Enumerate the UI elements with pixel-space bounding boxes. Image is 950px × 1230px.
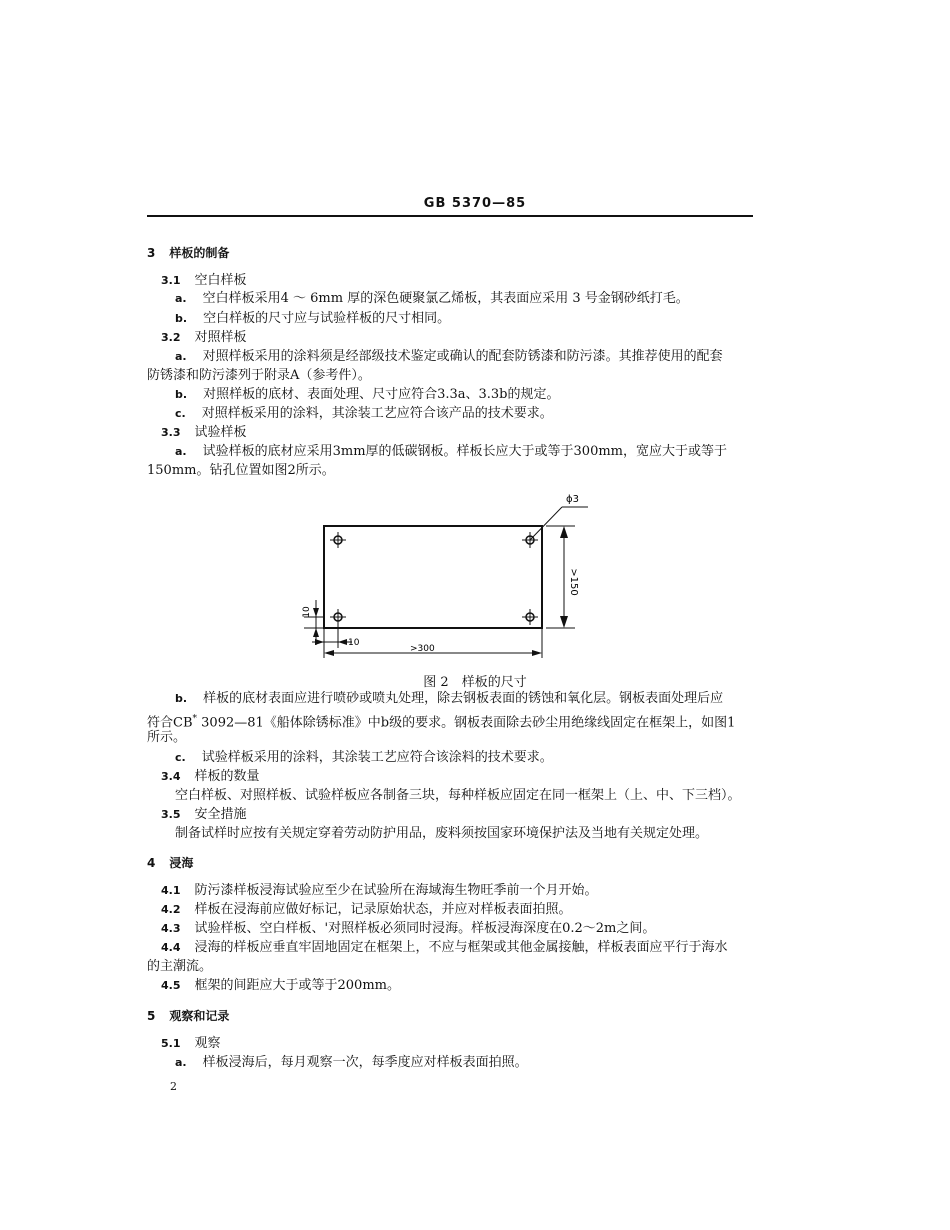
arrowhead — [313, 608, 319, 617]
item-4-4-continued: 的主潮流。 — [147, 959, 213, 974]
standard-ref-text: 3092—81《船体除锈标准》中b级的要求。钢板表面除去砂尘用绝缘线固定在框架上，如图1 — [197, 715, 736, 731]
subsection-3-2 — [161, 330, 247, 346]
item-text: 试验样板、空白样板、'对照样板必须同时浸海。样板浸海深度在0.2～2m之间。 — [194, 921, 656, 936]
subsection-title: 样板的数量 — [194, 769, 260, 784]
item-4-3 — [161, 921, 655, 937]
footnote-mark: * — [192, 714, 198, 724]
item-label: b. — [175, 388, 188, 401]
hole-leader-line — [530, 507, 562, 540]
item-label: b. — [175, 312, 188, 325]
drill-hole — [330, 532, 346, 548]
subsection-3-3 — [161, 425, 247, 441]
item-label: b. — [175, 692, 188, 705]
item-3-4-text: 空白样板、对照样板、试验样板应各制备三块，每种样板应固定在同一框架上（上、中、下三档）。 — [175, 788, 741, 803]
item-3-2-b — [175, 387, 559, 403]
item-4-1 — [161, 883, 598, 899]
subsection-number: 3.3 — [161, 426, 181, 439]
subsection-title: 观察 — [194, 1036, 221, 1051]
item-label: a. — [175, 445, 187, 458]
item-3-5-text: 制备试样时应按有关规定穿着劳动防护用品，废料须按国家环境保护法及当地有关规定处理。 — [175, 826, 709, 841]
offset-h-label: 10 — [348, 638, 360, 648]
arrowhead — [338, 639, 347, 645]
item-3-2-a — [175, 349, 723, 365]
item-text: 对照样板的底材、表面处理、尺寸应符合3.3a、3.3b的规定。 — [203, 387, 560, 402]
section-title: 浸海 — [169, 856, 194, 870]
subsection-3-5 — [161, 807, 247, 823]
item-3-3-a — [175, 444, 727, 460]
item-label: c. — [175, 751, 186, 764]
width-dimension-label: >300 — [410, 644, 435, 654]
section-title: 观察和记录 — [169, 1009, 230, 1023]
section-5-heading — [147, 1008, 229, 1024]
item-text: 试验样板采用的涂料，其涂装工艺应符合该涂料的技术要求。 — [201, 750, 553, 765]
item-3-3-b-continued-2: 所示。 — [147, 730, 187, 745]
page-number: 2 — [170, 1080, 177, 1093]
item-3-2-a-continued: 防锈漆和防污漆列于附录A（参考件）。 — [147, 368, 371, 383]
item-label: c. — [175, 407, 186, 420]
header-rule — [147, 215, 753, 217]
subsection-number: 3.4 — [161, 770, 181, 783]
subsection-title: 安全措施 — [194, 807, 247, 822]
item-number: 4.1 — [161, 884, 181, 897]
item-4-4 — [161, 940, 728, 956]
item-number: 4.5 — [161, 979, 181, 992]
arrowhead — [315, 639, 324, 645]
item-label: a. — [175, 1056, 187, 1069]
item-3-3-c — [175, 750, 553, 766]
section-number: 5 — [147, 1009, 156, 1023]
item-text: 样板在浸海前应做好标记，记录原始状态，并应对样板表面拍照。 — [194, 902, 572, 917]
item-label: a. — [175, 350, 187, 363]
section-3-heading — [147, 245, 229, 261]
item-3-1-b — [175, 311, 450, 327]
arrowhead — [324, 650, 334, 656]
offset-v-label: 10 — [302, 606, 312, 618]
item-text: 样板浸海后，每月观察一次，每季度应对样板表面拍照。 — [202, 1055, 528, 1070]
item-3-3-b — [175, 691, 723, 707]
subsection-number: 3.2 — [161, 331, 181, 344]
item-text: 框架的间距应大于或等于200mm。 — [194, 978, 400, 993]
item-text: 试验样板的底材应采用3mm厚的低碳钢板。样板长应大于或等于300mm，宽应大于或等于 — [202, 444, 728, 459]
item-4-2 — [161, 902, 572, 918]
subsection-3-4 — [161, 769, 260, 785]
figure-caption: 图 2 样板的尺寸 — [423, 675, 527, 690]
item-text: 样板的底材表面应进行喷砂或喷丸处理，除去钢板表面的锈蚀和氧化层。钢板表面处理后应 — [203, 691, 724, 706]
subsection-5-1 — [161, 1036, 221, 1052]
item-number: 4.2 — [161, 903, 181, 916]
item-3-2-c — [175, 406, 553, 422]
subsection-number: 5.1 — [161, 1037, 181, 1050]
item-label: a. — [175, 292, 187, 305]
subsection-title: 对照样板 — [194, 330, 247, 345]
item-text: 对照样板采用的涂料须是经部级技术鉴定或确认的配套防锈漆和防污漆。其推荐使用的配套 — [202, 349, 723, 364]
item-5-1-a — [175, 1055, 528, 1071]
drill-hole — [522, 609, 538, 625]
item-text: 防污漆样板浸海试验应至少在试验所在海域海生物旺季前一个月开始。 — [194, 883, 598, 898]
hole-diameter-label: ϕ3 — [566, 494, 579, 505]
subsection-title: 空白样板 — [194, 273, 247, 288]
subsection-3-1 — [161, 273, 247, 289]
item-text: 浸海的样板应垂直牢固地固定在框架上，不应与框架或其他金属接触，样板表面应平行于海水 — [194, 940, 728, 955]
item-text: 对照样板采用的涂料，其涂装工艺应符合该产品的技术要求。 — [201, 406, 553, 421]
section-number: 3 — [147, 246, 156, 260]
height-dimension-label: >150 — [568, 568, 579, 596]
standard-code: GB 5370—85 — [423, 196, 527, 211]
item-number: 4.3 — [161, 922, 181, 935]
standard-ref-prefix: 符合CB — [147, 715, 193, 731]
section-4-heading — [147, 855, 193, 871]
item-3-3-a-continued: 150mm。钻孔位置如图2所示。 — [147, 463, 335, 478]
arrowhead — [313, 628, 319, 637]
sample-plate-diagram — [290, 490, 610, 670]
item-3-3-b-continued — [147, 711, 735, 731]
section-number: 4 — [147, 856, 156, 870]
arrowhead — [560, 526, 568, 538]
item-4-5 — [161, 978, 400, 994]
plate-outline — [324, 526, 542, 628]
subsection-number: 3.5 — [161, 808, 181, 821]
item-number: 4.4 — [161, 941, 181, 954]
arrowhead — [532, 650, 542, 656]
arrowhead — [560, 616, 568, 628]
item-text: 空白样板采用4 ～ 6mm 厚的深色硬聚氯乙烯板，其表面应采用 3 号金钢砂纸打毛。 — [202, 291, 689, 306]
section-title: 样板的制备 — [169, 246, 230, 260]
item-3-1-a — [175, 291, 689, 307]
subsection-number: 3.1 — [161, 274, 181, 287]
item-text: 空白样板的尺寸应与试验样板的尺寸相同。 — [203, 311, 451, 326]
subsection-title: 试验样板 — [194, 425, 247, 440]
